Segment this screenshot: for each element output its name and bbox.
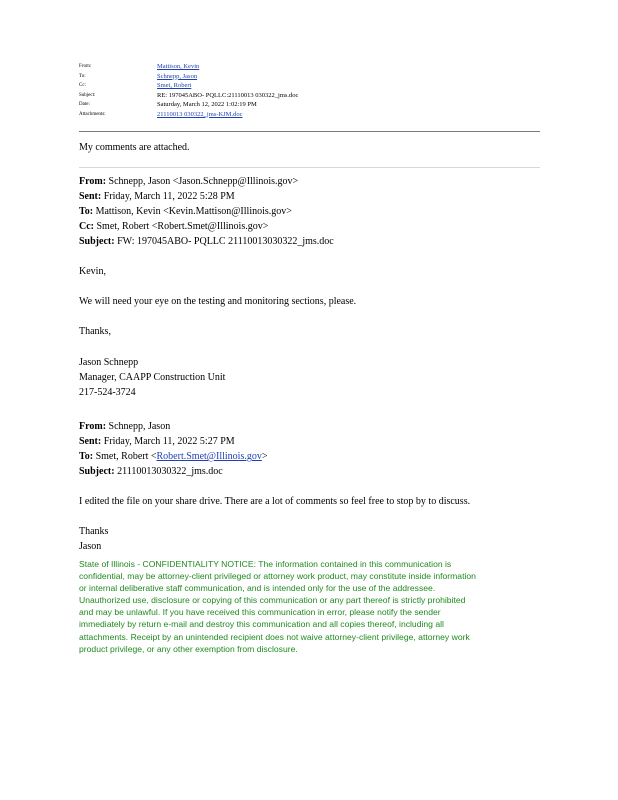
fwd1-sent-label: Sent: — [79, 191, 102, 202]
fwd2-to-label: To: — [79, 451, 94, 462]
notice-line: product privilege, or any other exemption from disclosure. — [79, 643, 298, 654]
notice-line: attachments. Receipt by an unintended recipient does not waive attorney-client privilege, attorney work — [79, 631, 470, 642]
header-from-link[interactable]: Mattison, Kevin — [157, 63, 200, 70]
notice-line: immediately by return e-mail and destroy this communication and all copies thereof, including all — [79, 619, 444, 630]
email-header — [79, 62, 549, 119]
fwd1-to-value: Mattison, Kevin <Kevin.Mattison@Illinois.gov> — [95, 206, 292, 217]
header-subject-label: Subject: — [79, 92, 96, 98]
fwd1-from-value: Schnepp, Jason <Jason.Schnepp@Illinois.gov> — [108, 176, 299, 187]
fwd2-sent-line — [79, 434, 235, 449]
fwd1-from-label: From: — [79, 176, 107, 187]
header-from-label: From: — [79, 64, 92, 69]
confidentiality-notice — [79, 558, 549, 655]
fwd1-from-line — [79, 174, 298, 189]
header-attachments-label: Attachments: — [79, 111, 106, 117]
header-attachments-row — [79, 110, 549, 120]
reply-divider — [79, 167, 540, 168]
fwd1-body: We will need your eye on the testing and monitoring sections, please. — [79, 296, 357, 307]
header-cc-label: Cc: — [79, 83, 86, 88]
header-divider — [79, 131, 540, 132]
header-to-label: To: — [79, 73, 86, 79]
header-subject-row — [79, 91, 549, 101]
header-date-value: Saturday, March 12, 2022 1:02:19 PM — [157, 101, 257, 108]
header-date-label: Date: — [79, 102, 90, 107]
reply-text: My comments are attached. — [79, 142, 190, 153]
header-to-row — [79, 72, 549, 82]
signature-name: Jason Schnepp — [79, 357, 139, 368]
fwd1-thanks: Thanks, — [79, 326, 111, 337]
notice-line: or internal deliberative staff communication, and is intended only for the use of the addressee. — [79, 583, 436, 594]
attachment-link[interactable]: 21110013 030322_jms-KJM.doc — [157, 110, 243, 118]
fwd2-subject-line — [79, 464, 223, 479]
signature-title: Manager, CAAPP Construction Unit — [79, 372, 226, 383]
fwd2-sent-label: Sent: — [79, 436, 102, 447]
header-cc-row — [79, 81, 549, 91]
fwd2-name: Jason — [79, 541, 102, 552]
fwd1-sent-line — [79, 189, 235, 204]
fwd1-cc-value: Smet, Robert <Robert.Smet@Illinois.gov> — [96, 221, 269, 232]
notice-line: confidential, may be attorney-client privileged or attorney work product, may constitute inside information — [79, 571, 476, 582]
header-date-row — [79, 100, 549, 110]
header-cc-link[interactable]: Smet, Robert — [157, 82, 192, 89]
fwd2-body: I edited the file on your share drive. There are a lot of comments so feel free to stop by to discuss. — [79, 496, 471, 507]
fwd2-subject-label: Subject: — [79, 466, 115, 477]
fwd1-cc-line — [79, 219, 268, 234]
fwd1-subject-value: FW: 197045ABO- PQLLC 21110013030322_jms.doc — [117, 236, 334, 247]
notice-line: State of Illinois - CONFIDENTIALITY NOTICE: The information contained in this communication is — [79, 559, 452, 569]
fwd2-to-line — [79, 449, 267, 464]
notice-line: and may be unlawful. If you have received this communication in error, please notify the sender — [79, 607, 441, 618]
fwd2-from-value: Schnepp, Jason — [108, 421, 171, 432]
fwd2-sent-value: Friday, March 11, 2022 5:27 PM — [103, 436, 235, 447]
fwd2-subject-value: 21110013030322_jms.doc — [117, 466, 223, 477]
fwd2-from-label: From: — [79, 421, 107, 432]
fwd1-to-line — [79, 204, 292, 219]
header-subject-value: RE: 197045ABO- PQLLC:21110013 030322_jms.doc — [157, 91, 299, 99]
fwd2-to-name: Smet, Robert < — [95, 451, 157, 462]
fwd1-subject-label: Subject: — [79, 236, 115, 247]
fwd1-sent-value: Friday, March 11, 2022 5:28 PM — [103, 191, 235, 202]
header-from-row — [79, 62, 549, 72]
signature-phone: 217-524-3724 — [79, 387, 136, 398]
email-link[interactable]: Robert.Smet@Illinois.gov — [156, 451, 262, 462]
fwd1-subject-line — [79, 234, 334, 249]
fwd2-from-line — [79, 419, 170, 434]
fwd2-to-close: > — [261, 451, 268, 462]
header-to-link[interactable]: Schnepp, Jason — [157, 72, 198, 80]
notice-line: Unauthorized use, disclosure or copying of this communication or any part thereof is strictly prohibited — [79, 595, 466, 606]
fwd2-thanks: Thanks — [79, 526, 109, 537]
fwd1-to-label: To: — [79, 206, 94, 217]
fwd1-cc-label: Cc: — [79, 221, 94, 232]
fwd1-greeting: Kevin, — [79, 266, 106, 277]
